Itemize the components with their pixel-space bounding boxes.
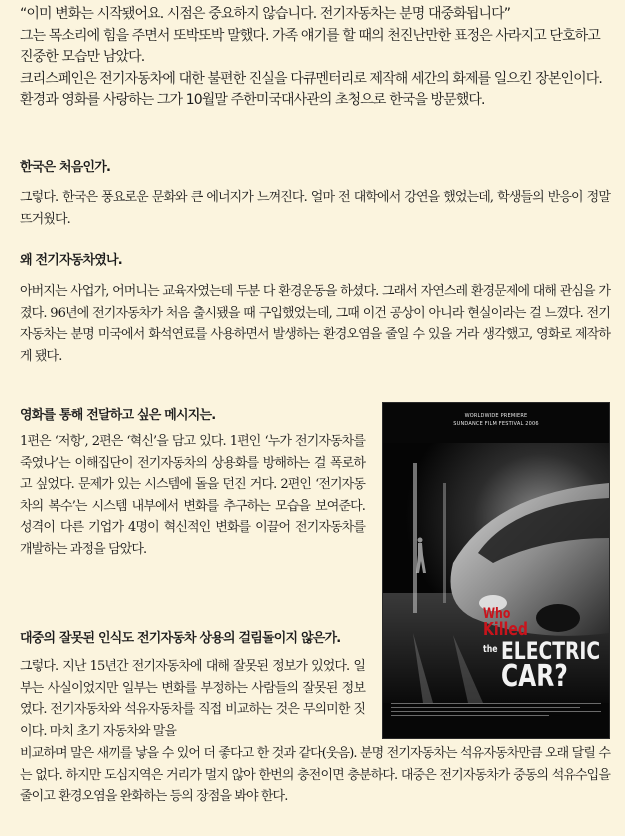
intro-quote: “이미 변화는 시작됐어요. 시점은 중요하지 않습니다. 전기자동차는 분명 대중화됩니다” (20, 6, 511, 22)
interview-answer: 1편은 ‘저항’, 2편은 ‘혁신’을 담고 있다. 1편인 ‘누가 전기자동차를 죽였나’는 이해집단이 전기자동차의 상용화를 방해하는 걸 폭로하고 싶었다. 문제가 있는 시스템에 돌을 던진 거다. 2편인 ‘전기자동차의 복수’는 시스템 내부에서 변화를 추구하는 모습을 보여준다. 성격이 다른 기업가 4명이 혁신적인 변화를 이끌어 전기자동차를 개발하는 과정을 담았다. (20, 434, 365, 557)
interview-answer: 그렇다. 지난 15년간 전기자동차에 대해 잘못된 정보가 있었다. 일부는 사실이었지만 일부는 변화를 부정하는 사람들의 잘못된 정보였다. 전기자동차와 석유자동차를 직접 비교하는 것은 무의미한 짓이다. 마치 초기 자동차와 말을 (20, 659, 365, 739)
poster-title-who: Who (483, 606, 511, 622)
interview-answer-continued: 비교하며 말은 새끼를 낳을 수 있어 더 좋다고 한 것과 같다(웃음). 분명 전기자동차는 석유자동차만큼 오래 달릴 수는 없다. 하지만 도심지역은 거리가 멀지 않아 한번의 충전이면 충분하다. 대중은 전기자동차가 중동의 석유수입을 줄이고 환경오염을 완화하는 등의 장점을 봐야 한다. (20, 746, 610, 804)
poster-credits-block (391, 703, 601, 725)
poster-car-image (383, 403, 609, 738)
interview-answer: 그렇다. 한국은 풍요로운 문화와 큰 에너지가 느껴진다. 얼마 전 대학에서 강연을 했었는데, 학생들의 반응이 정말 뜨거웠다. (20, 190, 610, 227)
intro-paragraph: 그는 목소리에 힘을 주면서 또박또박 말했다. 가족 얘기를 할 때의 천진난만한 표정은 사라지고 단호하고 진중한 모습만 남았다. (20, 27, 600, 65)
interview-question: 대중의 잘못된 인식도 전기자동차 상용의 걸림돌이지 않은가. (20, 631, 341, 646)
interview-question: 왜 전기자동차였나. (20, 253, 122, 268)
poster-title-killed: Killed (483, 619, 528, 640)
interview-question: 영화를 통해 전달하고 싶은 메시지는. (20, 408, 216, 423)
poster-festival-text: SUNDANCE FILM FESTIVAL 2006 (453, 421, 539, 427)
movie-poster (382, 402, 610, 739)
poster-premiere-text: WORLDWIDE PREMIERE (464, 413, 528, 419)
interview-question: 한국은 처음인가. (20, 160, 111, 175)
interview-answer: 아버지는 사업가, 어머니는 교육자였는데 두분 다 환경운동을 하셨다. 그래서 자연스레 환경문제에 대해 관심을 가졌다. 96년에 전기자동차가 처음 출시됐을 때 구입했었는데, 그때 이건 공상이 아니라 현실이라는 걸 느꼈다. 전기자동차는 분명 미국에서 화석연료를 사용하면서 발생하는 환경오염을 줄일 수 있을 거라 생각했고, 영화로 제작하게 됐다. (20, 284, 610, 364)
poster-title-car: CAR? (501, 659, 568, 694)
article-intro (20, 4, 610, 112)
poster-title-the: the (483, 644, 498, 655)
poster-title-electric: ELECTRIC (501, 637, 601, 665)
intro-paragraph: 크리스페인은 전기자동차에 대한 불편한 진실을 다큐멘터리로 제작해 세간의 화제를 일으킨 장본인이다. 환경과 영화를 사랑하는 그가 10월말 주한미국대사관의 초청으로 한국을 방문했다. (20, 70, 602, 108)
